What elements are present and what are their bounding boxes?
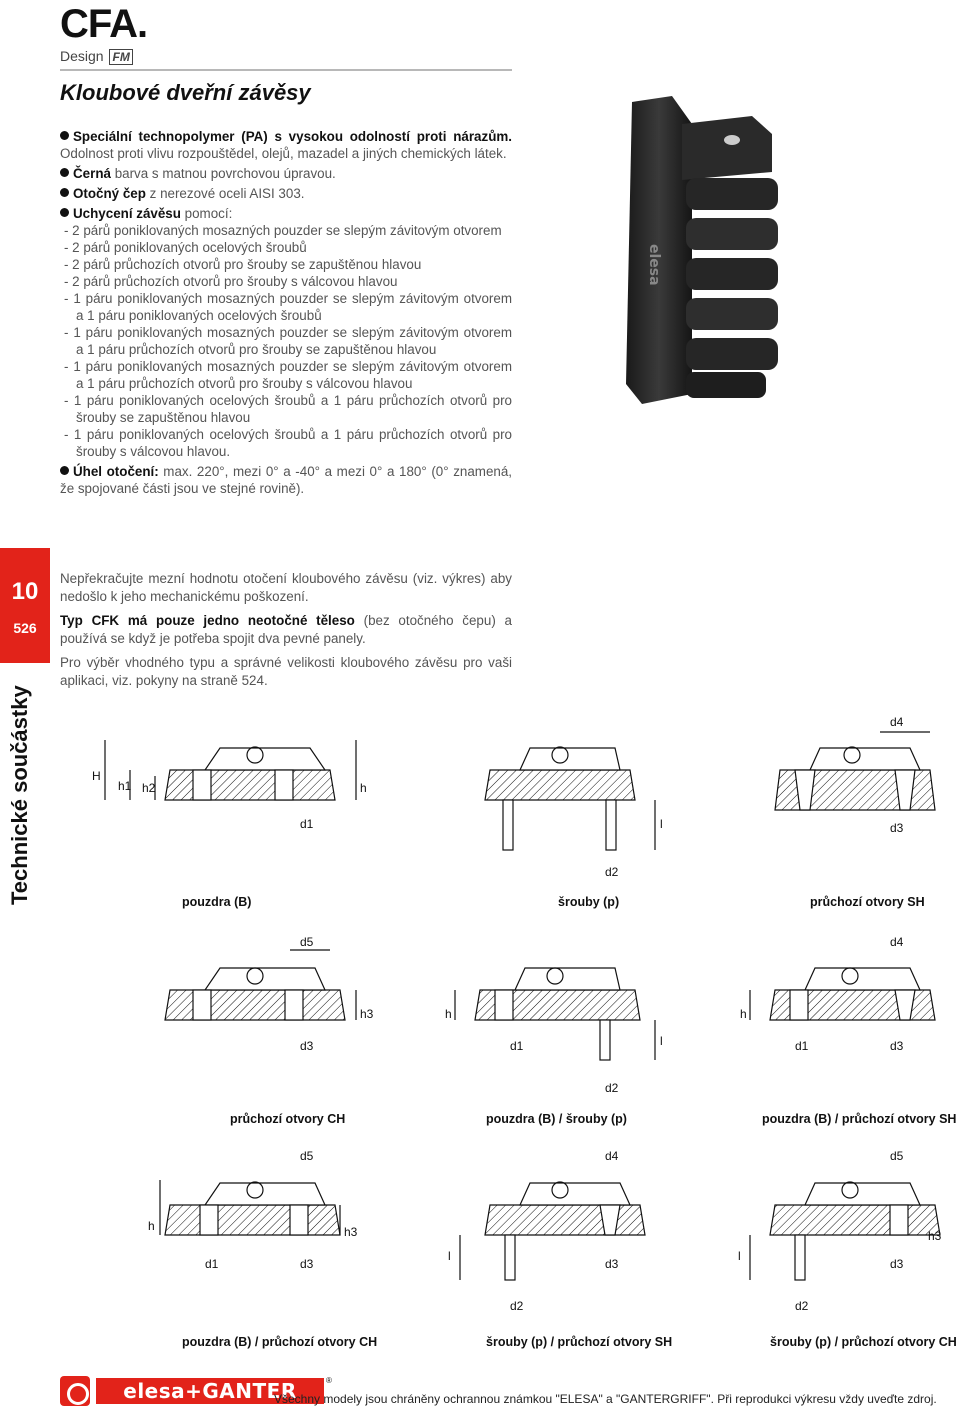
- dim-d4: d4: [605, 1149, 619, 1163]
- dim-d3: d3: [890, 821, 904, 835]
- tab-number: 10: [11, 578, 39, 605]
- dim-d3: d3: [300, 1257, 314, 1271]
- notes: [60, 570, 512, 696]
- dim-d3: d3: [890, 1257, 904, 1271]
- drawing-through-holes-ch: [165, 950, 356, 1020]
- mounting-option: - 2 párů průchozích otvorů pro šrouby s válcovou hlavou: [64, 274, 398, 289]
- dim-h: h: [740, 1007, 747, 1021]
- drawing-bushings: [105, 740, 335, 800]
- dim-d1: d1: [205, 1257, 219, 1271]
- design-label: Design FM: [60, 48, 133, 64]
- hinge-photo: [622, 94, 788, 410]
- section-label: Technické součástky: [7, 685, 32, 905]
- caption-bushings: pouzdra (B): [182, 895, 252, 909]
- trademark-note: Všechny modely jsou chráněny ochrannou známkou "ELESA" a "GANTERGRIFF". Při reprodukci výkresu vždy uveďte zdroj.: [274, 1392, 937, 1406]
- caption-screws-through-ch: šrouby (p) / průchozí otvory CH: [770, 1335, 957, 1349]
- dim-d3: d3: [300, 1039, 314, 1053]
- feature-list: [60, 128, 512, 500]
- drawing-bushings-through-holes-sh: [750, 968, 935, 1020]
- dim-l: l: [448, 1249, 451, 1263]
- page-subtitle: Kloubové dveřní závěsy: [60, 80, 311, 105]
- mounting-option: - 2 párů poniklovaných ocelových šroubů: [64, 240, 307, 255]
- bullet-pin: Otočný čep z nerezové oceli AISI 303.: [60, 185, 512, 202]
- drawing-bushings-through-holes-ch: [160, 1180, 340, 1235]
- technical-drawings: [60, 700, 950, 1380]
- drawing-screws-through-holes-ch: [750, 1182, 940, 1280]
- dim-h: h: [148, 1219, 155, 1233]
- caption-bushings-through-ch: pouzdra (B) / průchozí otvory CH: [182, 1335, 378, 1349]
- bullet-color: Černá barva s matnou povrchovou úpravou.: [60, 165, 512, 182]
- dim-h: h: [360, 781, 367, 795]
- page-title: CFA.: [60, 2, 148, 46]
- mounting-option: - 1 páru poniklovaných mosazných pouzder se slepým závitovým otvorem a 1 páru průchozích otvorů pro šrouby s válcovou hlavou: [64, 359, 512, 391]
- note-rotation-limit: Nepřekračujte mezní hodnotu otočení kloubového závěsu (viz. výkres) aby nedošlo k jeho mechanickému poškození.: [60, 571, 512, 604]
- registered-mark: ®: [326, 1376, 332, 1385]
- design-mark: FM: [109, 49, 132, 65]
- photo-brand-text: elesa: [646, 244, 662, 286]
- bullet-material: Speciální technopolymer (PA) s vysokou odolností proti nárazům. Odolnost proti vlivu rozpouštědel, olejů, mazadel a jiných chemických látek.: [60, 129, 512, 161]
- dim-d4: d4: [890, 935, 904, 949]
- caption-screws-through-sh: šrouby (p) / průchozí otvory SH: [486, 1335, 673, 1349]
- bullet-rotation: Úhel otočení: max. 220°, mezi 0° a -40° a mezi 0° a 180° (0° znamená, že spojované části jsou ve stejné rovině).: [60, 464, 512, 496]
- dim-h3: h3: [928, 1229, 942, 1243]
- dim-d2: d2: [605, 865, 619, 879]
- dim-d1: d1: [795, 1039, 809, 1053]
- dim-d5: d5: [300, 1149, 314, 1163]
- mounting-option: - 1 páru poniklovaných ocelových šroubů a 1 páru průchozích otvorů pro šrouby se zapuštěnou hlavou: [64, 393, 512, 425]
- caption-bushings-through-sh: pouzdra (B) / průchozí otvory SH: [762, 1112, 957, 1126]
- dim-H: H: [92, 769, 101, 783]
- dim-d3: d3: [605, 1257, 619, 1271]
- caption-bushings-screws: pouzdra (B) / šrouby (p): [486, 1112, 627, 1126]
- dim-d1: d1: [510, 1039, 524, 1053]
- dim-l: l: [660, 817, 663, 831]
- dim-l: l: [738, 1249, 741, 1263]
- elesa-e-icon: [60, 1376, 90, 1406]
- dim-d5: d5: [300, 935, 314, 949]
- dim-d5: d5: [890, 1149, 904, 1163]
- dim-d1: d1: [300, 817, 314, 831]
- dim-h3: h3: [344, 1225, 358, 1239]
- dim-d2: d2: [795, 1299, 809, 1313]
- elesa-ganter-logo: elesa+GANTER: [96, 1378, 324, 1404]
- caption-screws: šrouby (p): [558, 895, 620, 909]
- footer: [60, 1376, 937, 1406]
- caption-through-ch: průchozí otvory CH: [230, 1112, 346, 1126]
- mounting-option: - 1 páru poniklovaných ocelových šroubů a 1 páru průchozích otvorů pro šrouby s válcovou hlavou.: [64, 427, 512, 459]
- caption-through-sh: průchozí otvory SH: [810, 895, 925, 909]
- note-cfk: Typ CFK má pouze jedno neotočné těleso (bez otočného čepu) a používá se když je potřeba spojit dva pevné panely.: [60, 613, 512, 646]
- dim-h3: h3: [360, 1007, 374, 1021]
- mounting-option: - 2 párů průchozích otvorů pro šrouby se zapuštěnou hlavou: [64, 257, 422, 272]
- dim-d3: d3: [890, 1039, 904, 1053]
- dim-h1: h1: [118, 779, 132, 793]
- dim-d4: d4: [890, 715, 904, 729]
- mounting-option: - 1 páru poniklovaných mosazných pouzder se slepým závitovým otvorem a 1 páru poniklovaných ocelových šroubů: [64, 291, 512, 323]
- bullet-mounting: Uchycení závěsu pomocí:: [60, 205, 512, 222]
- drawing-through-holes-sh: [775, 732, 935, 810]
- dim-h2: h2: [142, 781, 156, 795]
- title-divider: [60, 69, 512, 71]
- page-number: 526: [13, 620, 37, 636]
- note-selection: Pro výběr vhodného typu a správné velikosti kloubového závěsu pro vaši aplikaci, viz. pokyny na straně 524.: [60, 655, 512, 688]
- mounting-option: - 1 páru poniklovaných mosazných pouzder se slepým závitovým otvorem a 1 páru průchozích otvorů pro šrouby se zapuštěnou hlavou: [64, 325, 512, 357]
- drawing-bushings-screws: [455, 968, 655, 1060]
- section-tab: [0, 548, 50, 663]
- mounting-option: - 2 párů poniklovaných mosazných pouzder se slepým závitovým otvorem: [64, 223, 502, 238]
- dim-d2: d2: [510, 1299, 524, 1313]
- dim-l: l: [660, 1034, 663, 1048]
- dim-h: h: [445, 1007, 452, 1021]
- drawing-screws: [356, 740, 655, 850]
- dim-d2: d2: [605, 1081, 619, 1095]
